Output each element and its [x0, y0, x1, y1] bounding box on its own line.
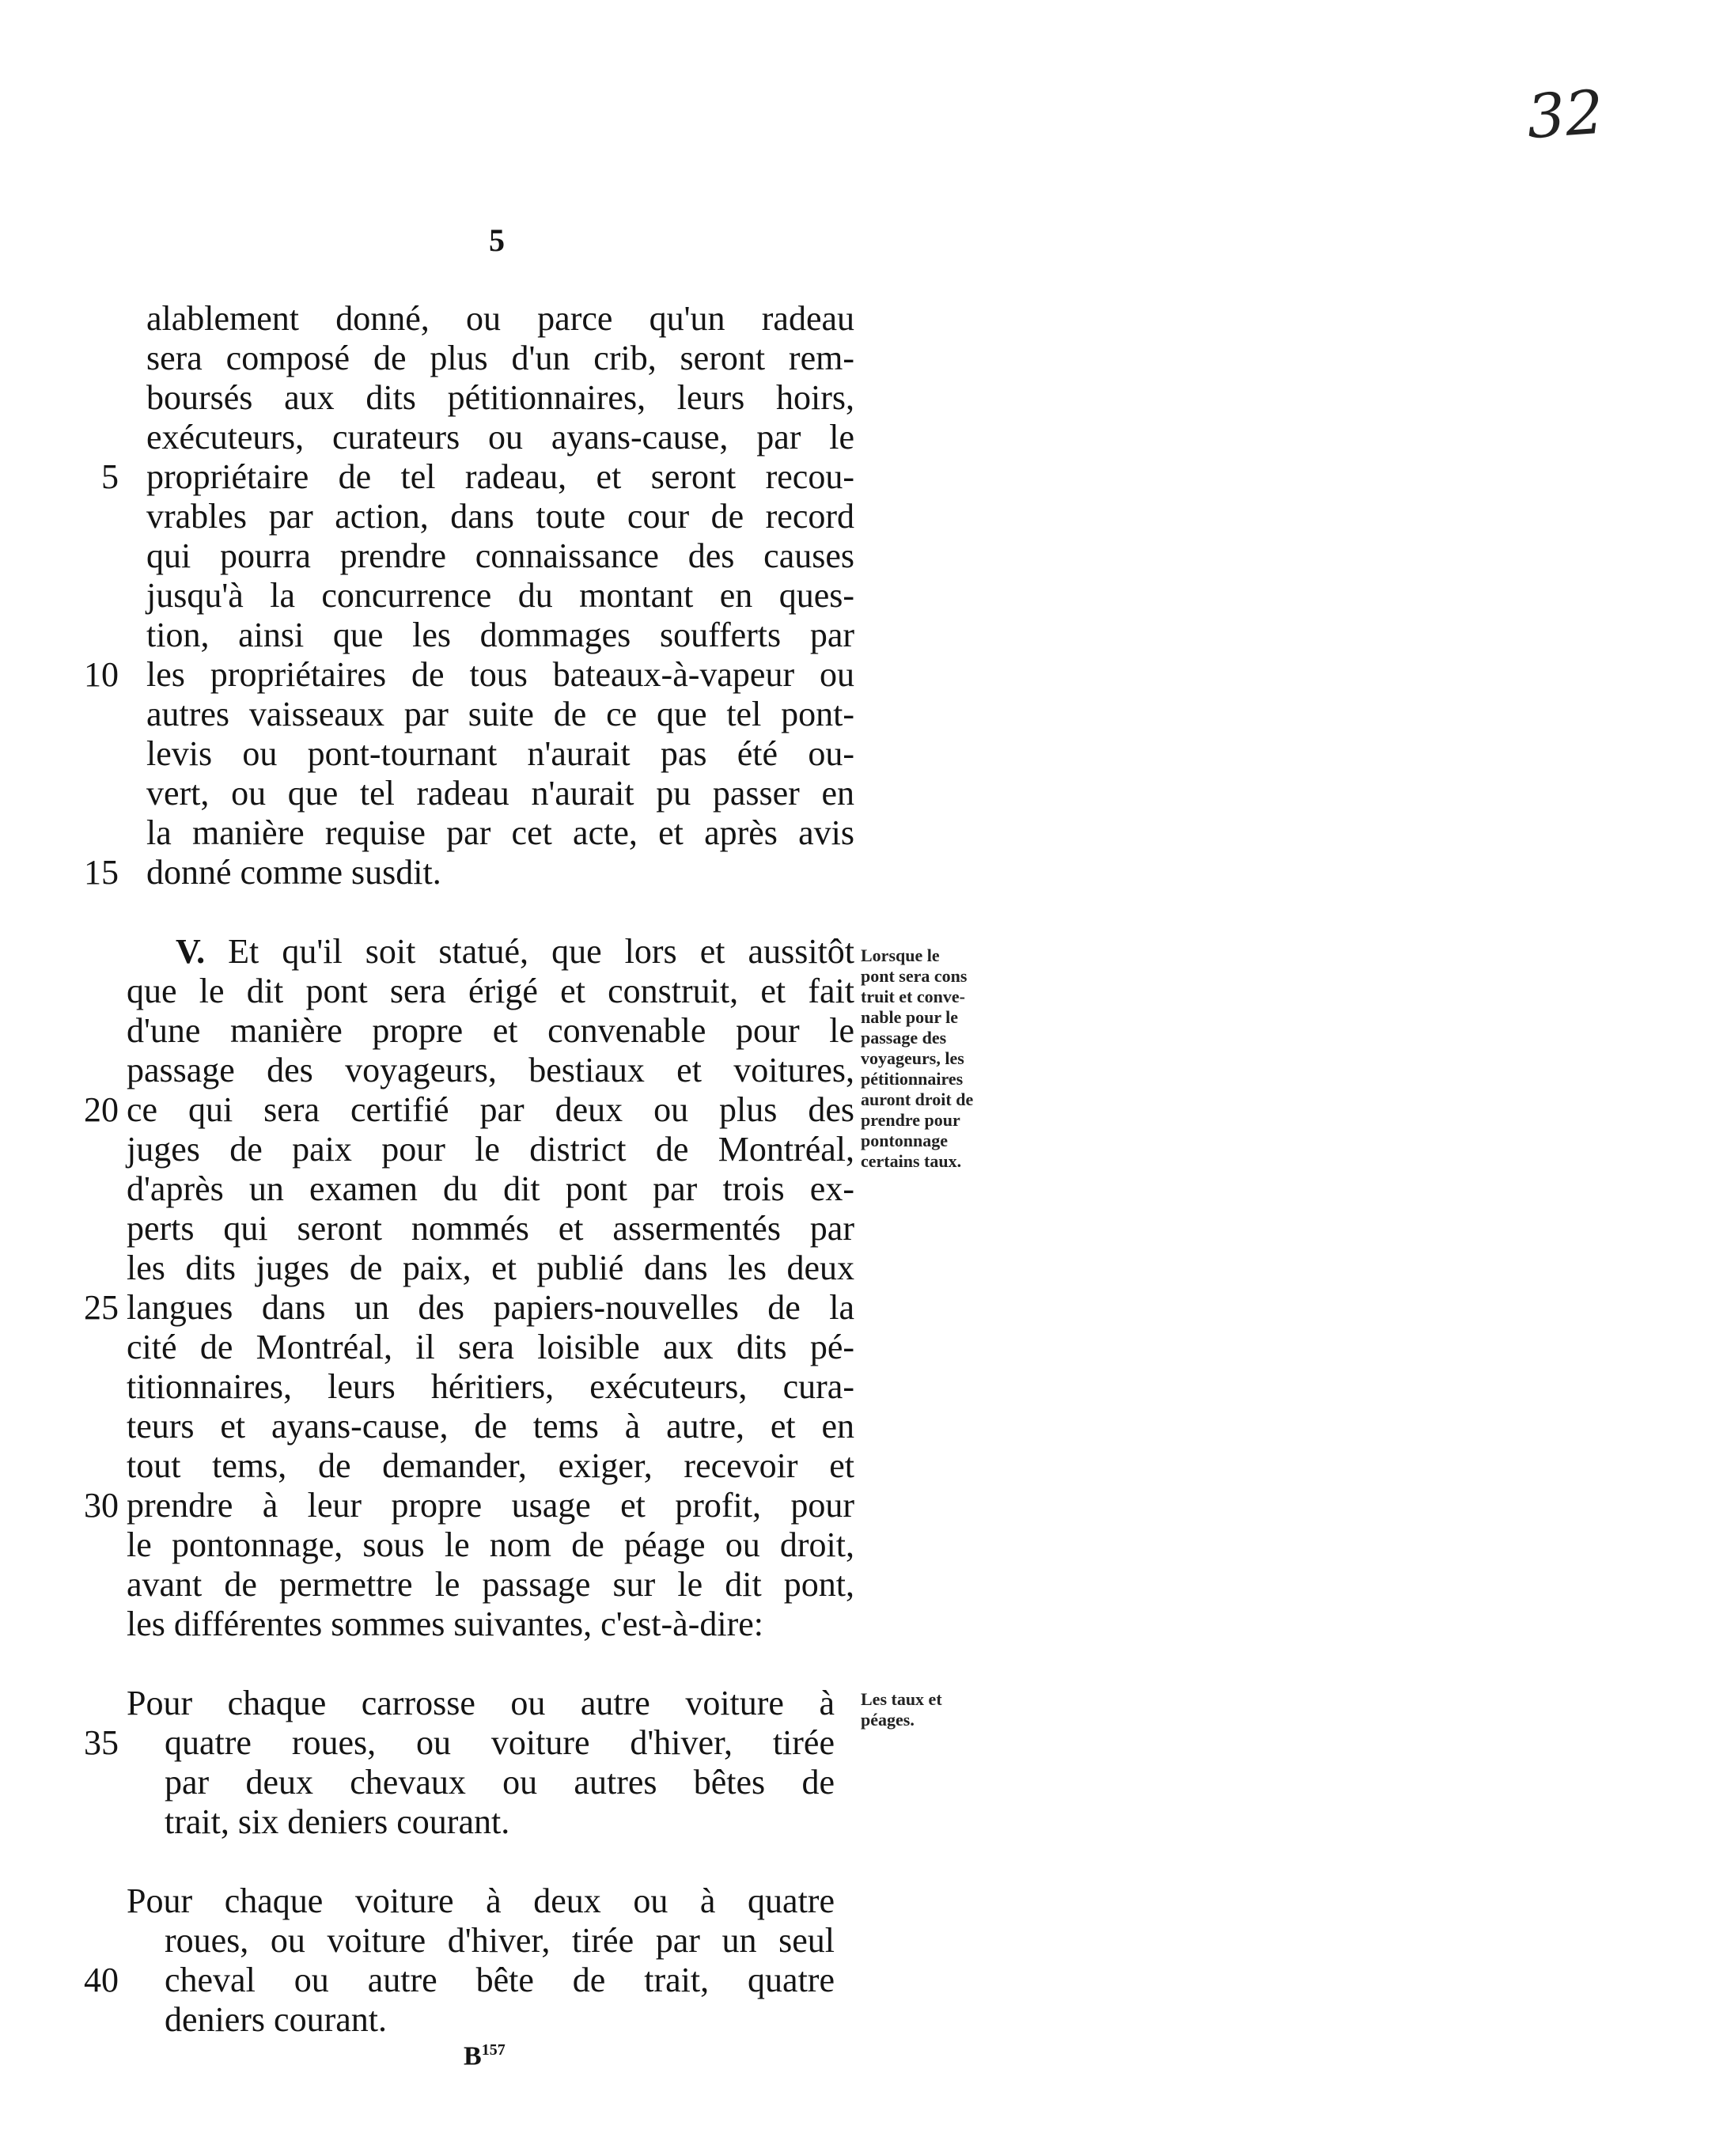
margin-note-rates — [861, 1689, 1019, 1730]
signature-mark — [464, 2041, 506, 2071]
text-line: que le dit pont sera érigé et construit, et fait — [127, 972, 854, 1010]
line-number: 10 — [84, 655, 119, 694]
margin-note-line: péages. — [861, 1710, 915, 1730]
margin-note-line: Les taux et — [861, 1689, 942, 1709]
page-number: 5 — [489, 222, 505, 258]
signature-number: 157 — [481, 2041, 506, 2059]
text-line: d'une manière propre et convenable pour le — [127, 1011, 854, 1050]
margin-note-line: pontonnage — [861, 1131, 949, 1150]
text-line: quatre roues, ou voiture d'hiver, tirée — [165, 1723, 835, 1762]
text-line: deniers courant. — [165, 2000, 387, 2039]
text-line: langues dans un des papiers-nouvelles de la — [127, 1288, 854, 1327]
margin-note-line: pétitionnaires — [861, 1069, 964, 1089]
section-first-line — [176, 932, 854, 972]
text-line: prendre à leur propre usage et profit, pour — [127, 1486, 854, 1525]
text-line: les dits juges de paix, et publié dans les deux — [127, 1249, 854, 1287]
folio-number: 32 — [1524, 76, 1606, 153]
line-number: 20 — [84, 1090, 119, 1129]
margin-note-line: pont sera cons — [861, 966, 968, 986]
line-number: 5 — [101, 457, 119, 496]
text-line: cheval ou autre bête de trait, quatre — [165, 1961, 835, 1999]
text-line: qui pourra prendre connaissance des causes — [146, 536, 854, 575]
text-line: Pour chaque carrosse ou autre voiture à — [127, 1684, 835, 1722]
margin-note-line: voyageurs, les — [861, 1048, 964, 1068]
text-line: perts qui seront nommés et assermentés par — [127, 1209, 854, 1248]
section-first-line-text: Et qu'il soit statué, que lors et aussitôt — [228, 932, 854, 971]
margin-note-line: prendre pour — [861, 1110, 960, 1130]
text-line: d'après un examen du dit pont par trois ex- — [127, 1169, 854, 1208]
text-line: exécuteurs, curateurs ou ayans-cause, par le — [146, 418, 854, 457]
text-line: les propriétaires de tous bateaux-à-vapeur ou — [146, 655, 854, 694]
text-line: trait, six deniers courant. — [165, 1802, 510, 1841]
margin-note-line: auront droit de — [861, 1089, 974, 1109]
text-line: avant de permettre le passage sur le dit pont, — [127, 1565, 854, 1604]
text-line: boursés aux dits pétitionnaires, leurs hoirs, — [146, 378, 854, 417]
margin-note-toll-rights — [861, 945, 1019, 1172]
margin-note-line: nable pour le — [861, 1007, 959, 1027]
text-line: les différentes sommes suivantes, c'est-à-dire: — [127, 1605, 763, 1643]
text-line: par deux chevaux ou autres bêtes de — [165, 1763, 835, 1802]
line-number: 30 — [84, 1486, 119, 1525]
text-line: passage des voyageurs, bestiaux et voitures, — [127, 1051, 854, 1089]
text-line: roues, ou voiture d'hiver, tirée par un seul — [165, 1921, 835, 1960]
text-line: Pour chaque voiture à deux ou à quatre — [127, 1881, 835, 1920]
text-line: titionnaires, leurs héritiers, exécuteurs, cura- — [127, 1367, 854, 1406]
section-number: V. — [176, 932, 206, 971]
text-line: levis ou pont-tournant n'aurait pas été ou- — [146, 734, 854, 773]
text-line: cité de Montréal, il sera loisible aux dits pé- — [127, 1328, 854, 1366]
line-number: 15 — [84, 853, 119, 892]
text-line: vert, ou que tel radeau n'aurait pu passer en — [146, 774, 854, 813]
text-line: sera composé de plus d'un crib, seront rem- — [146, 339, 854, 377]
text-line: tout tems, de demander, exiger, recevoir et — [127, 1446, 854, 1485]
text-line: tion, ainsi que les dommages soufferts par — [146, 616, 854, 654]
text-line: vrables par action, dans toute cour de record — [146, 497, 854, 536]
text-line: teurs et ayans-cause, de tems à autre, et en — [127, 1407, 854, 1446]
text-line: la manière requise par cet acte, et après avis — [146, 813, 854, 852]
margin-note-line: passage des — [861, 1028, 947, 1048]
text-line: alablement donné, ou parce qu'un radeau — [146, 299, 854, 338]
text-line: autres vaisseaux par suite de ce que tel pont- — [146, 695, 854, 733]
signature-letter: B — [464, 2041, 482, 2071]
line-number: 40 — [84, 1961, 119, 1999]
line-number: 35 — [84, 1723, 119, 1762]
line-number: 25 — [84, 1288, 119, 1327]
margin-note-line: certains taux. — [861, 1151, 962, 1171]
margin-note-line: truit et conve- — [861, 987, 965, 1006]
text-line: jusqu'à la concurrence du montant en ques- — [146, 576, 854, 615]
text-line: propriétaire de tel radeau, et seront recou- — [146, 457, 854, 496]
text-line: juges de paix pour le district de Montréal, — [127, 1130, 854, 1169]
text-line: donné comme susdit. — [146, 853, 441, 892]
margin-note-line: Lorsque le — [861, 945, 940, 965]
text-line: le pontonnage, sous le nom de péage ou droit, — [127, 1525, 854, 1564]
text-line: ce qui sera certifié par deux ou plus des — [127, 1090, 854, 1129]
